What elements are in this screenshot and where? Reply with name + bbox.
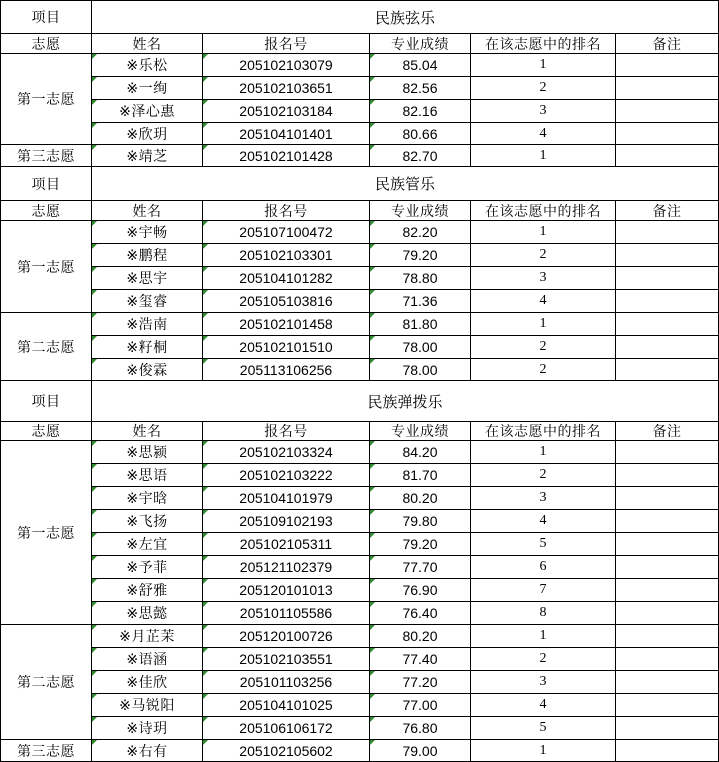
col-header-name: 姓名 — [91, 33, 203, 54]
cell-reg-no: 205102103651 — [202, 76, 370, 100]
col-header-score: 专业成绩 — [369, 33, 471, 54]
cell-name: ※浩南 — [91, 312, 203, 336]
cell-rank: 4 — [470, 693, 616, 717]
cell-name: ※左宜 — [91, 532, 203, 556]
cell-reg-no: 205105103816 — [202, 289, 370, 313]
cell-remark — [615, 289, 719, 313]
cell-remark — [615, 122, 719, 145]
cell-reg-no: 205102105602 — [202, 739, 370, 762]
col-header-score: 专业成绩 — [369, 421, 471, 441]
cell-rank: 1 — [470, 624, 616, 648]
cell-reg-no: 205102103551 — [202, 647, 370, 671]
cell-name: ※月芷茉 — [91, 624, 203, 648]
cell-reg-no: 205121102379 — [202, 555, 370, 579]
cell-remark — [615, 509, 719, 533]
cell-reg-no: 205104101401 — [202, 122, 370, 145]
cell-rank: 2 — [470, 76, 616, 100]
section-title: 民族弹拨乐 — [91, 380, 719, 422]
cell-name: ※泽心惠 — [91, 99, 203, 123]
cell-name: ※俊霖 — [91, 358, 203, 381]
cell-name: ※思语 — [91, 463, 203, 487]
cell-remark — [615, 440, 719, 464]
cell-name: ※飞扬 — [91, 509, 203, 533]
cell-name: ※右有 — [91, 739, 203, 762]
cell-reg-no: 205102101428 — [202, 144, 370, 167]
preference-group-label: 第一志愿 — [0, 220, 92, 313]
cell-rank: 6 — [470, 555, 616, 579]
cell-score: 76.90 — [369, 578, 471, 602]
cell-score: 79.00 — [369, 739, 471, 762]
col-header-reg-no: 报名号 — [202, 33, 370, 54]
cell-reg-no: 205102103079 — [202, 53, 370, 77]
cell-score: 82.16 — [369, 99, 471, 123]
cell-score: 78.00 — [369, 335, 471, 359]
cell-name: ※欣玥 — [91, 122, 203, 145]
cell-reg-no: 205101103256 — [202, 670, 370, 694]
cell-rank: 5 — [470, 532, 616, 556]
cell-score: 80.66 — [369, 122, 471, 145]
cell-remark — [615, 670, 719, 694]
cell-score: 80.20 — [369, 624, 471, 648]
cell-reg-no: 205104101979 — [202, 486, 370, 510]
preference-group-label: 第二志愿 — [0, 624, 92, 740]
cell-name: ※予菲 — [91, 555, 203, 579]
cell-rank: 1 — [470, 220, 616, 244]
item-label: 项目 — [0, 166, 92, 201]
cell-remark — [615, 739, 719, 762]
col-header-preference: 志愿 — [0, 33, 92, 54]
cell-rank: 1 — [470, 53, 616, 77]
cell-name: ※佳欣 — [91, 670, 203, 694]
cell-remark — [615, 144, 719, 167]
cell-name: ※靖芝 — [91, 144, 203, 167]
cell-remark — [615, 578, 719, 602]
cell-remark — [615, 76, 719, 100]
col-header-preference: 志愿 — [0, 200, 92, 221]
cell-remark — [615, 693, 719, 717]
cell-remark — [615, 716, 719, 740]
item-label: 项目 — [0, 0, 92, 34]
cell-score: 78.00 — [369, 358, 471, 381]
cell-rank: 1 — [470, 739, 616, 762]
col-header-preference: 志愿 — [0, 421, 92, 441]
cell-rank: 2 — [470, 358, 616, 381]
cell-score: 76.80 — [369, 716, 471, 740]
cell-name: ※宇晗 — [91, 486, 203, 510]
section-title: 民族管乐 — [91, 166, 719, 201]
cell-reg-no: 205102101458 — [202, 312, 370, 336]
cell-remark — [615, 220, 719, 244]
cell-name: ※语涵 — [91, 647, 203, 671]
cell-reg-no: 205102103324 — [202, 440, 370, 464]
col-header-rank: 在该志愿中的排名 — [470, 200, 616, 221]
cell-rank: 5 — [470, 716, 616, 740]
preference-group-label: 第一志愿 — [0, 53, 92, 145]
col-header-name: 姓名 — [91, 200, 203, 221]
cell-score: 78.80 — [369, 266, 471, 290]
cell-rank: 1 — [470, 144, 616, 167]
col-header-remark: 备注 — [615, 421, 719, 441]
cell-rank: 2 — [470, 243, 616, 267]
cell-name: ※思宇 — [91, 266, 203, 290]
col-header-rank: 在该志愿中的排名 — [470, 33, 616, 54]
cell-name: ※思颍 — [91, 440, 203, 464]
col-header-name: 姓名 — [91, 421, 203, 441]
cell-name: ※籽桐 — [91, 335, 203, 359]
cell-reg-no: 205104101282 — [202, 266, 370, 290]
cell-remark — [615, 486, 719, 510]
cell-score: 79.80 — [369, 509, 471, 533]
cell-rank: 3 — [470, 266, 616, 290]
cell-score: 82.56 — [369, 76, 471, 100]
item-label: 项目 — [0, 380, 92, 422]
cell-reg-no: 205113106256 — [202, 358, 370, 381]
section-title: 民族弦乐 — [91, 0, 719, 34]
cell-rank: 2 — [470, 335, 616, 359]
cell-score: 71.36 — [369, 289, 471, 313]
cell-reg-no: 205102103222 — [202, 463, 370, 487]
cell-name: ※一绚 — [91, 76, 203, 100]
cell-reg-no: 205106106172 — [202, 716, 370, 740]
cell-remark — [615, 243, 719, 267]
cell-reg-no: 205104101025 — [202, 693, 370, 717]
preference-group-label: 第一志愿 — [0, 440, 92, 625]
cell-score: 85.04 — [369, 53, 471, 77]
cell-name: ※舒雅 — [91, 578, 203, 602]
cell-score: 76.40 — [369, 601, 471, 625]
cell-rank: 1 — [470, 440, 616, 464]
cell-score: 81.80 — [369, 312, 471, 336]
cell-score: 77.70 — [369, 555, 471, 579]
cell-remark — [615, 532, 719, 556]
cell-rank: 2 — [470, 647, 616, 671]
cell-score: 77.20 — [369, 670, 471, 694]
cell-remark — [615, 601, 719, 625]
cell-score: 81.70 — [369, 463, 471, 487]
cell-score: 82.20 — [369, 220, 471, 244]
cell-name: ※诗玥 — [91, 716, 203, 740]
cell-score: 84.20 — [369, 440, 471, 464]
cell-rank: 7 — [470, 578, 616, 602]
cell-rank: 3 — [470, 99, 616, 123]
cell-score: 80.20 — [369, 486, 471, 510]
cell-remark — [615, 555, 719, 579]
col-header-reg-no: 报名号 — [202, 421, 370, 441]
cell-name: ※鹏程 — [91, 243, 203, 267]
cell-reg-no: 205107100472 — [202, 220, 370, 244]
cell-reg-no: 205109102193 — [202, 509, 370, 533]
cell-name: ※乐松 — [91, 53, 203, 77]
cell-name: ※马锐阳 — [91, 693, 203, 717]
col-header-rank: 在该志愿中的排名 — [470, 421, 616, 441]
cell-score: 82.70 — [369, 144, 471, 167]
cell-score: 79.20 — [369, 243, 471, 267]
cell-rank: 3 — [470, 486, 616, 510]
cell-reg-no: 205120101013 — [202, 578, 370, 602]
col-header-remark: 备注 — [615, 33, 719, 54]
cell-remark — [615, 335, 719, 359]
cell-remark — [615, 312, 719, 336]
cell-reg-no: 205102105311 — [202, 532, 370, 556]
cell-rank: 2 — [470, 463, 616, 487]
cell-score: 79.20 — [369, 532, 471, 556]
cell-name: ※思懿 — [91, 601, 203, 625]
cell-reg-no: 205102101510 — [202, 335, 370, 359]
cell-reg-no: 205102103301 — [202, 243, 370, 267]
cell-rank: 4 — [470, 289, 616, 313]
cell-remark — [615, 624, 719, 648]
cell-rank: 3 — [470, 670, 616, 694]
cell-remark — [615, 266, 719, 290]
preference-group-label: 第二志愿 — [0, 312, 92, 381]
col-header-score: 专业成绩 — [369, 200, 471, 221]
cell-rank: 4 — [470, 509, 616, 533]
cell-score: 77.00 — [369, 693, 471, 717]
cell-reg-no: 205101105586 — [202, 601, 370, 625]
cell-remark — [615, 647, 719, 671]
col-header-reg-no: 报名号 — [202, 200, 370, 221]
cell-name: ※玺睿 — [91, 289, 203, 313]
cell-rank: 1 — [470, 312, 616, 336]
preference-group-label: 第三志愿 — [0, 144, 92, 167]
cell-reg-no: 205120100726 — [202, 624, 370, 648]
cell-remark — [615, 99, 719, 123]
preference-group-label: 第三志愿 — [0, 739, 92, 762]
cell-remark — [615, 463, 719, 487]
col-header-remark: 备注 — [615, 200, 719, 221]
cell-rank: 4 — [470, 122, 616, 145]
cell-score: 77.40 — [369, 647, 471, 671]
cell-name: ※宇畅 — [91, 220, 203, 244]
cell-reg-no: 205102103184 — [202, 99, 370, 123]
cell-remark — [615, 358, 719, 381]
cell-remark — [615, 53, 719, 77]
cell-rank: 8 — [470, 601, 616, 625]
